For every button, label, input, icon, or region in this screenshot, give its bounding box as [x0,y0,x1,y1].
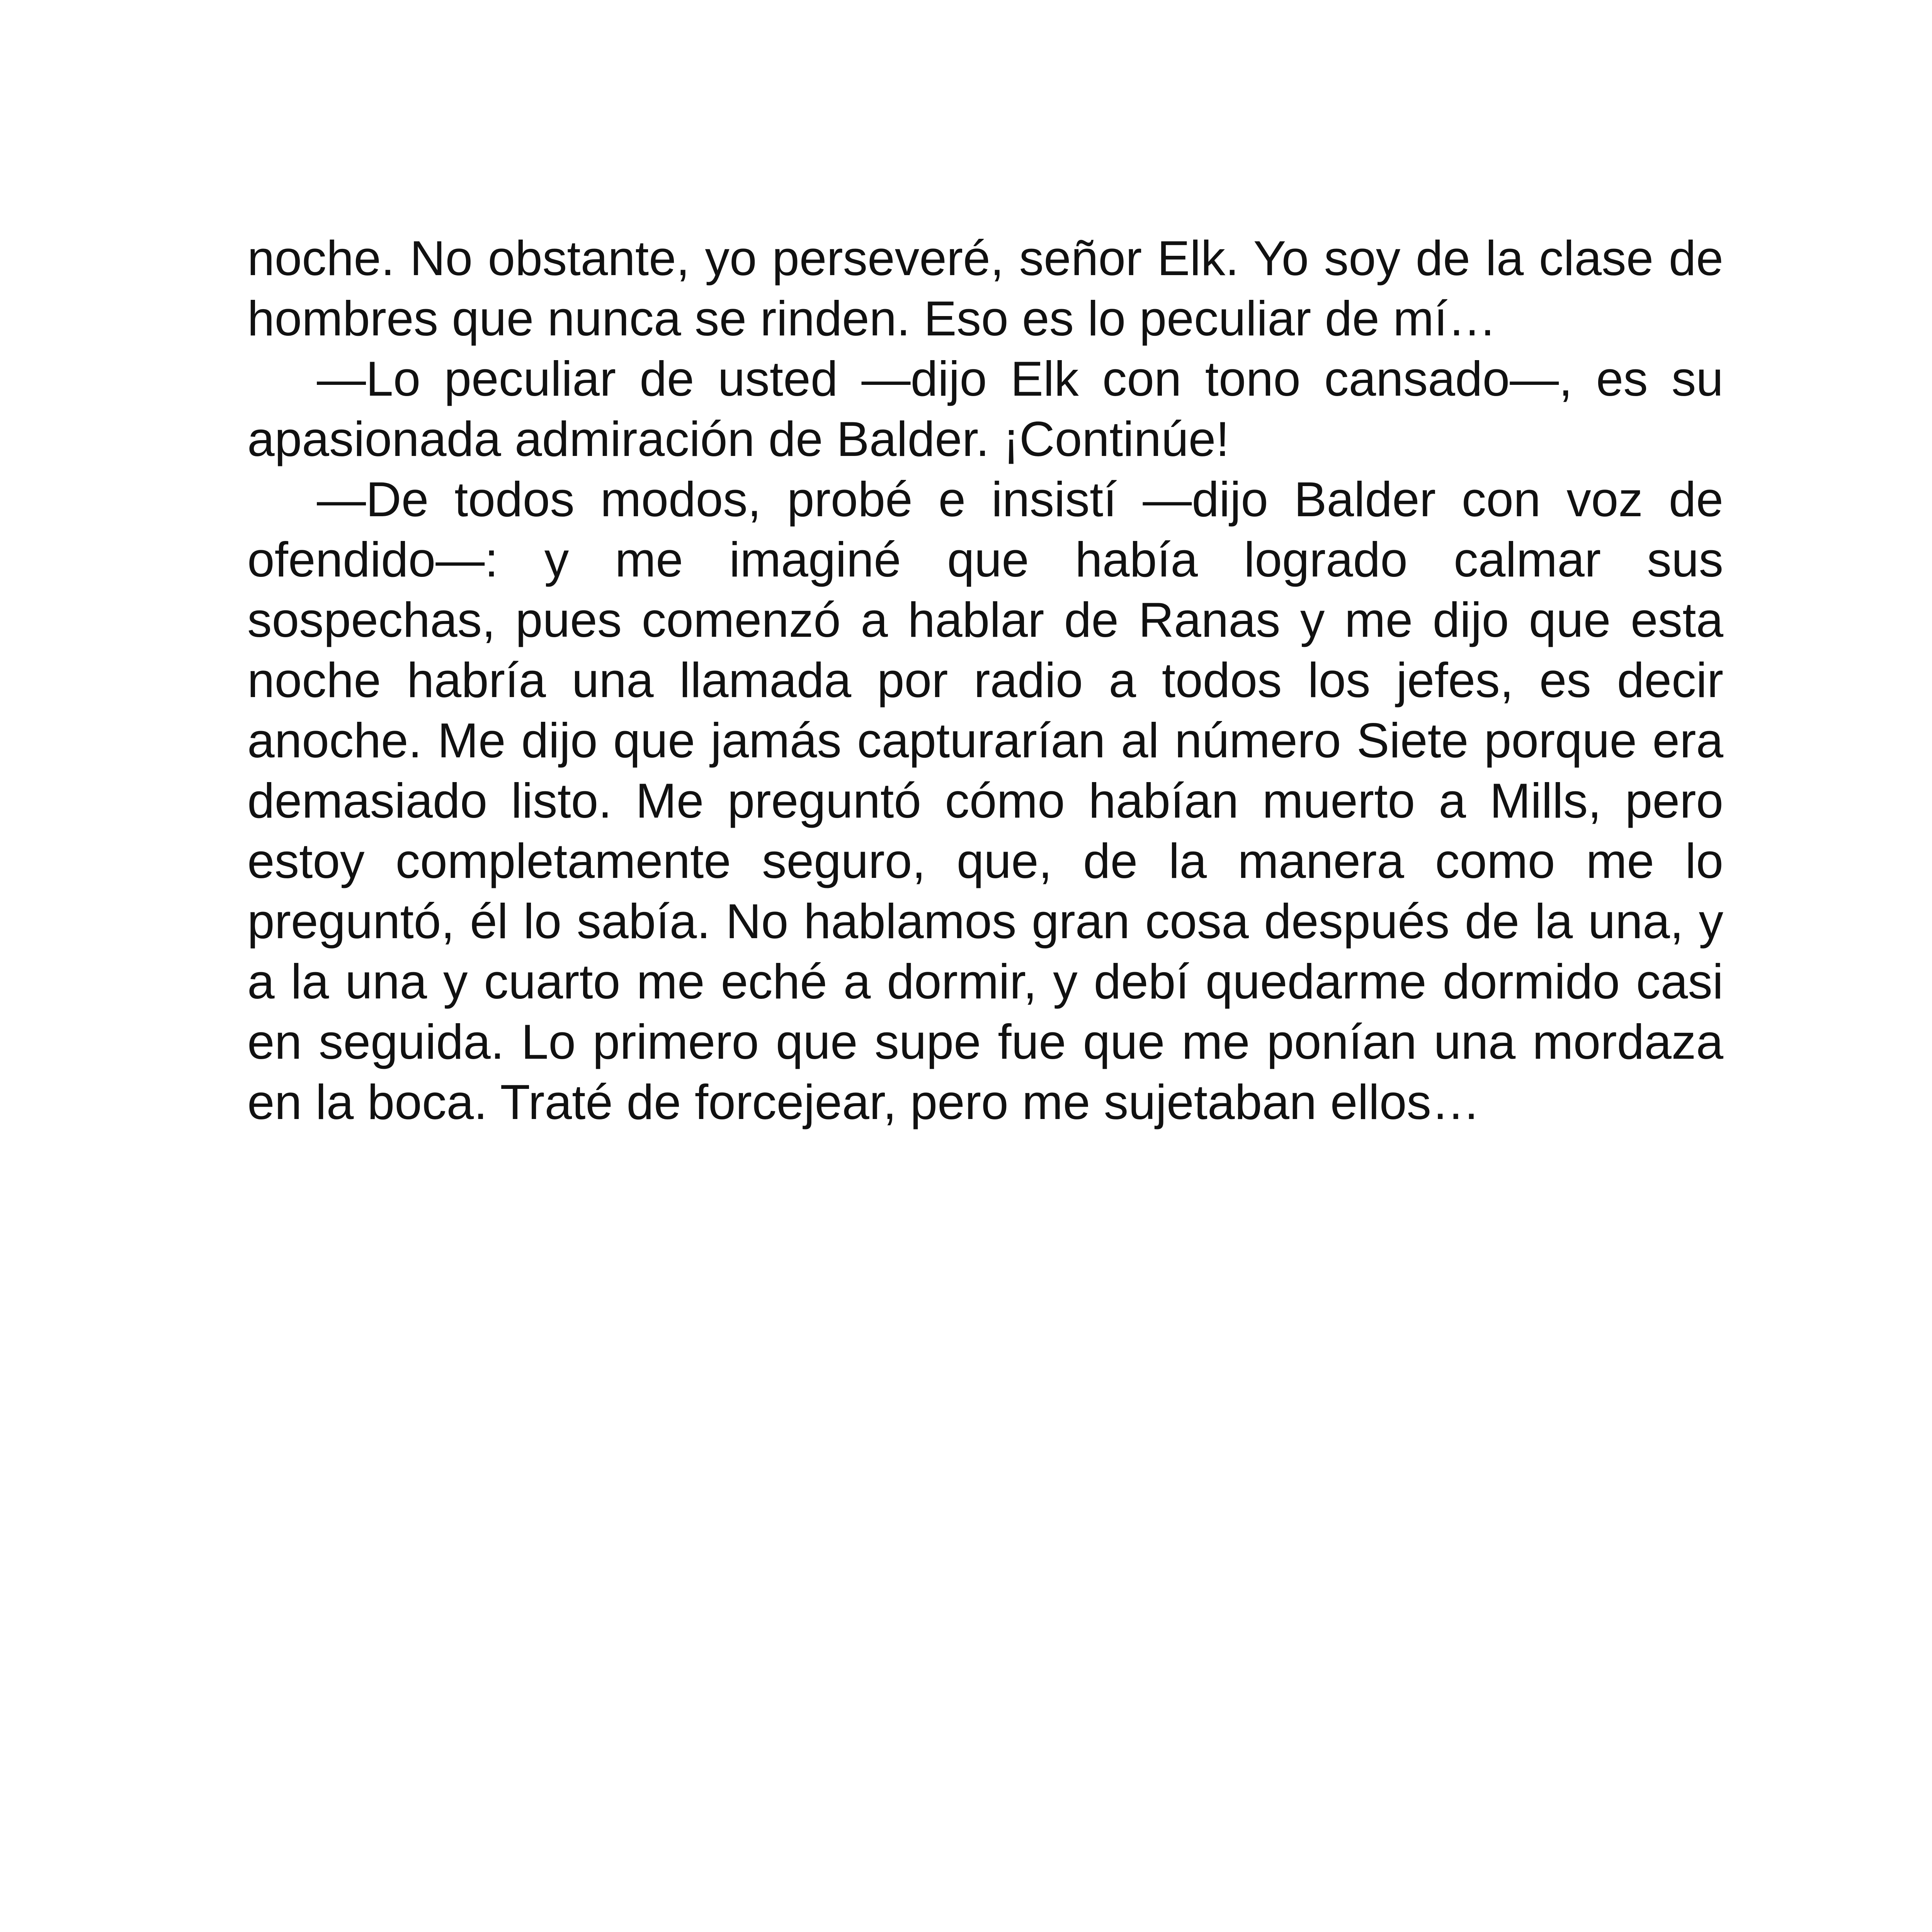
paragraph-3: —De todos modos, probé e insistí —dijo Balder con voz de ofendido—: y me imaginé que había logrado calmar sus sospechas, pues comenzó a hablar de Ranas y me dijo que esta noche habría una llamada por radio a todos los jefes, es decir anoche. Me dijo que jamás capturarían al número Siete porque era demasiado listo. Me preguntó cómo habían muerto a Mills, pero estoy completamente seguro, que, de la manera como me lo preguntó, él lo sabía. No hablamos gran cosa después de la una, y a la una y cuarto me eché a dormir, y debí quedarme dormido casi en seguida. Lo primero que supe fue que me ponían una mordaza en la boca. Traté de forcejear, pero me sujetaban ellos… [247,472,1723,1129]
paragraph-2: —Lo peculiar de usted —dijo Elk con tono cansado—, es su apasionada admiración de Balder. ¡Continúe! [247,351,1723,466]
body-text [247,228,1723,1132]
paragraph-1: noche. No obstante, yo perseveré, señor Elk. Yo soy de la clase de hombres que nunca se rinden. Eso es lo peculiar de mí… [247,231,1723,346]
